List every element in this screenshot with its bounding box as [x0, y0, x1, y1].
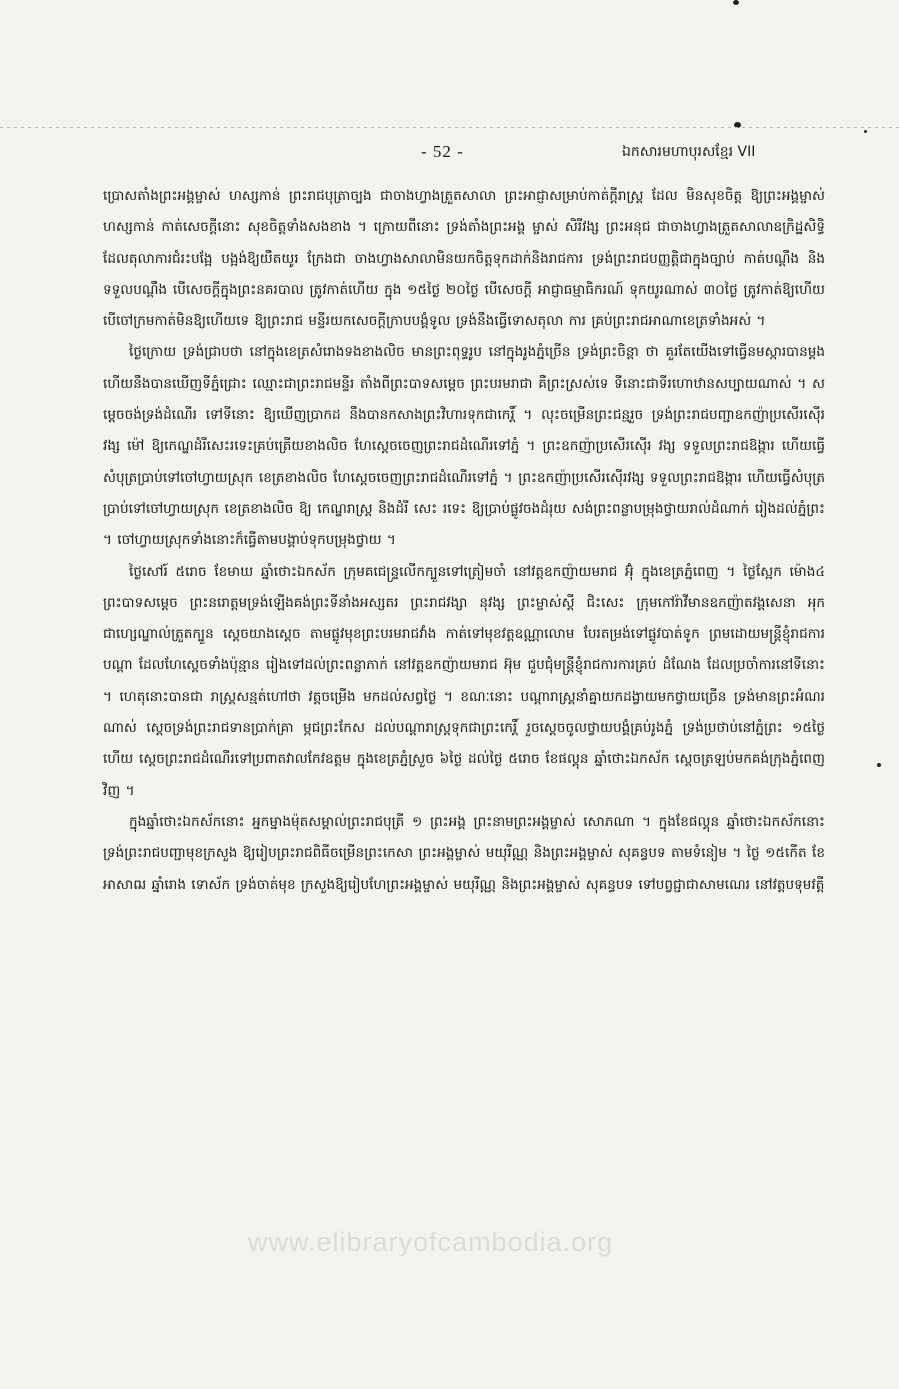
body-text	[103, 181, 825, 901]
scan-speck	[877, 763, 881, 767]
page-header	[0, 142, 899, 166]
paragraph: ថ្ងៃក្រោយ ទ្រង់ជ្រាបថា នៅក្នុងខេត្រសំរោងទងខាងលិច មានព្រះពុទ្ធរូប នៅក្នុងរូងភ្នំច្រើន ទ្រង់ព្រះចិន្តា ថា គួរតែយើងទៅធ្វើនមស្ការបានម្តង ហើយនឹងបានឃើញទីភ្នំជ្រោះ ឈ្មោះជាព្រះរាជមន្ទីរ តាំងពីព្រះបាទសម្តេច ព្រះបរមរាជា គឺព្រះស្រស់ទេ ទីនោះជាទីរហោឋានសប្បាយណាស់ ។ សម្តេចចង់ទ្រង់ដំណើរ ទៅទីនោះ ឱ្យឃើញប្រាកដ នឹងបានកសាងព្រះវិហារទុកជាកេរ្តិ៍ ។ លុះចម្រើនព្រះជន្មរួច ទ្រង់ព្រះរាជបញ្ជាឧកញ៉ាប្រសើរស៊ើរ វង្ស ម៉ៅ ឱ្យកេណ្ឌដំរីសេះរទេះគ្រប់ត្រើយខាងលិច ហែស្តេចចេញព្រះរាជដំណើរទៅភ្នំ ។ ព្រះឧកញ៉ាប្រសើរស៊ើរ វង្ស ទទួលព្រះរាជឱង្ការ ហើយធ្វើសំបុត្រប្រាប់ទៅចៅហ្វាយស្រុក ខេត្រខាងលិច ហែស្តេចចេញព្រះរាជដំណើរទៅភ្នំ ។ ព្រះឧកញ៉ាប្រសើរស៊ើរវង្ស ទទួលព្រះរាជឱង្ការ ហើយធ្វើសំបុត្រប្រាប់ទៅចៅហ្វាយស្រុក ខេត្រខាងលិច ឱ្យ កេណ្ឌរាស្ត្រ និងដំរី សេះ រទេះ ឱ្យប្រាប់ផ្លូវចងដំរុយ សង់ព្រះពន្លាបម្រុងថ្វាយរាល់ដំណាក់ រៀងដល់ភ្នំព្រះ ។ ចៅហ្វាយស្រុកទាំងនោះក៏ធ្វើតាមបង្គាប់ទុកបម្រុងថ្វាយ ។	[103, 344, 825, 549]
paragraph: ក្នុងឆ្នាំថោះឯកស័កនោះ អ្នកម្នាងម៉ុតសម្គាល់ព្រះរាជបុត្រី ១ ព្រះអង្គ ព្រះនាមព្រះអង្គម្ចាស់ សោភណា ។ ក្នុងខែផល្គុន ឆ្នាំថោះឯកស័កនោះ ទ្រង់ព្រះរាជបញ្ជាមុខក្រសួង ឱ្យរៀបព្រះរាជពិធីចម្រើនព្រះកេសា ព្រះអង្គម្ចាស់ មយុរីណ្ណ និងព្រះអង្គម្ចាស់ សុគន្ធបទ តាមទំនៀម ។ ថ្ងៃ ១៥កើត ខែអាសាឍ ឆ្នាំរោង ទោស័ក ទ្រង់ចាត់មុខ ក្រសួងឱ្យរៀបហែព្រះអង្គម្ចាស់ មយុរីណ្ណ និងព្រះអង្គម្ចាស់ សុគន្ធបទ ទៅបព្វជ្ជាជាសាមណេរ នៅវត្តបទុមវត្តី	[103, 813, 825, 893]
scan-artifact-line	[0, 127, 899, 128]
page-number: - 52 -	[421, 142, 464, 161]
scan-speck	[864, 130, 867, 133]
paragraph: ប្រោសតាំងព្រះអង្គម្ចាស់ ហស្សកាន់ ព្រះរាជបុត្រាច្បង ជាចាងហ្វាងត្រួតសាលា ព្រះអាជ្ញាសម្រាប់កាត់ក្តីរាស្ត្រ ដែល មិនសុខចិត្ត ឱ្យព្រះអង្គម្ចាស់ ហស្សកាន់ កាត់សេចក្តីនោះ សុខចិត្តទាំងសងខាង ។ ក្រោយពីនោះ ទ្រង់តាំងព្រះអង្គ ម្ចាស់ សិរីវង្ស ព្រះអនុជ ជាចាងហ្វាងត្រួតសាលាឧក្រិដ្ឋសិទ្ធិ ដែលតុលាការជំរះបង្អែ បង្អង់ឱ្យយឺតយូរ ក្រែងជា ចាងហ្វាងសាលាមិនយកចិត្តទុកដាក់និងរាជការ ទ្រង់ព្រះរាជបញ្ញត្តិជាក្នុងច្បាប់ កាត់បណ្តឹង និងទទួលបណ្តឹង បើសេចក្តីក្នុងព្រះនគរបាល ត្រូវកាត់ហើយ ក្នុង ១៥ថ្ងៃ ២០ថ្ងៃ បើសេចក្តី អាជ្ញាធម្មាធិករណ៍ ទុកយូរណាស់ ៣០ថ្ងៃ ត្រូវកាត់ឱ្យហើយ បើចៅក្រមកាត់មិនឱ្យហើយទេ ឱ្យព្រះរាជ មន្ទីរយកសេចក្តីក្រាបបង្គំទូល ទ្រង់នឹងធ្វើទោសតុលា ការ គ្រប់ព្រះរាជអាណាខេត្រទាំងអស់ ។	[103, 188, 825, 330]
running-title: ឯកសារមហាបុរសខ្មែរ VII	[622, 144, 756, 160]
watermark: www.elibraryofcambodia.org	[248, 1227, 614, 1257]
paragraph: ថ្ងៃសៅរ៍ ៥រោច ខែមាឃ ឆ្នាំថោះឯកស័ក ក្រុមគជេន្ទ្រលើកក្បួនទៅត្រៀមចាំ នៅវត្តឧកញ៉ាយមរាជ អ៊ុំ ក្នុងខេត្រភ្នំពេញ ។ ថ្ងៃស្អែក ម៉ោង៤ ព្រះបាទសម្តេច ព្រះនរោត្តមទ្រង់ឡើងគង់ព្រះទីនាំងអស្សតរ ព្រះរាជវង្សា នុវង្ស ព្រះម្ចាស់ស្តី ជិះសេះ ក្រុមកៅរ៉ាវីមានឧកញ៉ាតវង្គសេនា អុក ជាហេ្សណ្ឌាល់ត្រួតក្បួន ស្តេចយាងស្តេច តាមផ្លូវមុខព្រះបរមរាជវាំង កាត់ទៅមុខវត្តឧណ្ណាលោម បែរតម្រង់ទៅផ្លូវបាត់ទូក ព្រមដោយមន្ត្រីខ្ញុំរាជការ បណ្តា ដែលហែស្តេចទាំងប៉ុន្មាន រៀងទៅដល់ព្រះពន្លាភាក់ នៅវត្តឧកញ៉ាយមរាជ អ៊ុម ជួបជុំមន្ត្រីខ្ញុំរាជការការគ្រប់ ដំណែង ដែលប្រចាំការនៅទីនោះ ។ ហេតុនោះបានជា រាស្ត្រសន្មត់ហៅថា វត្តចម្រើង មកដល់សព្វថ្ងៃ ។ ខណៈនោះ បណ្តារាស្ត្រនាំគ្នាយកដង្វាយមកថ្វាយច្រើន ទ្រង់មានព្រះអំណរណាស់ ស្តេចទ្រង់ព្រះរាជទានប្រាក់គ្រា ម្ភជព្រះកែស ដល់បណ្តារាស្ត្រទុកជាព្រះកេរ្តិ៍ រួចស្តេចចូលថ្វាយបង្គំគ្រប់រូងភ្នំ ទ្រង់ប្រថាប់នៅភ្នំព្រះ ១៥ថ្ងៃ ហើយ ស្តេចព្រះរាជដំណើរទៅប្រពាតវាលកែវឧត្តម ក្នុងខេត្រភ្នំស្រួច ៦ថ្ងៃ ដល់ថ្ងៃ ៥រោច ខែផល្គុន ឆ្នាំថោះឯកស័ក ស្តេចត្រឡប់មកគង់ក្រុងភ្នំពេញវិញ ។	[103, 563, 825, 799]
scan-speck	[733, 0, 739, 5]
